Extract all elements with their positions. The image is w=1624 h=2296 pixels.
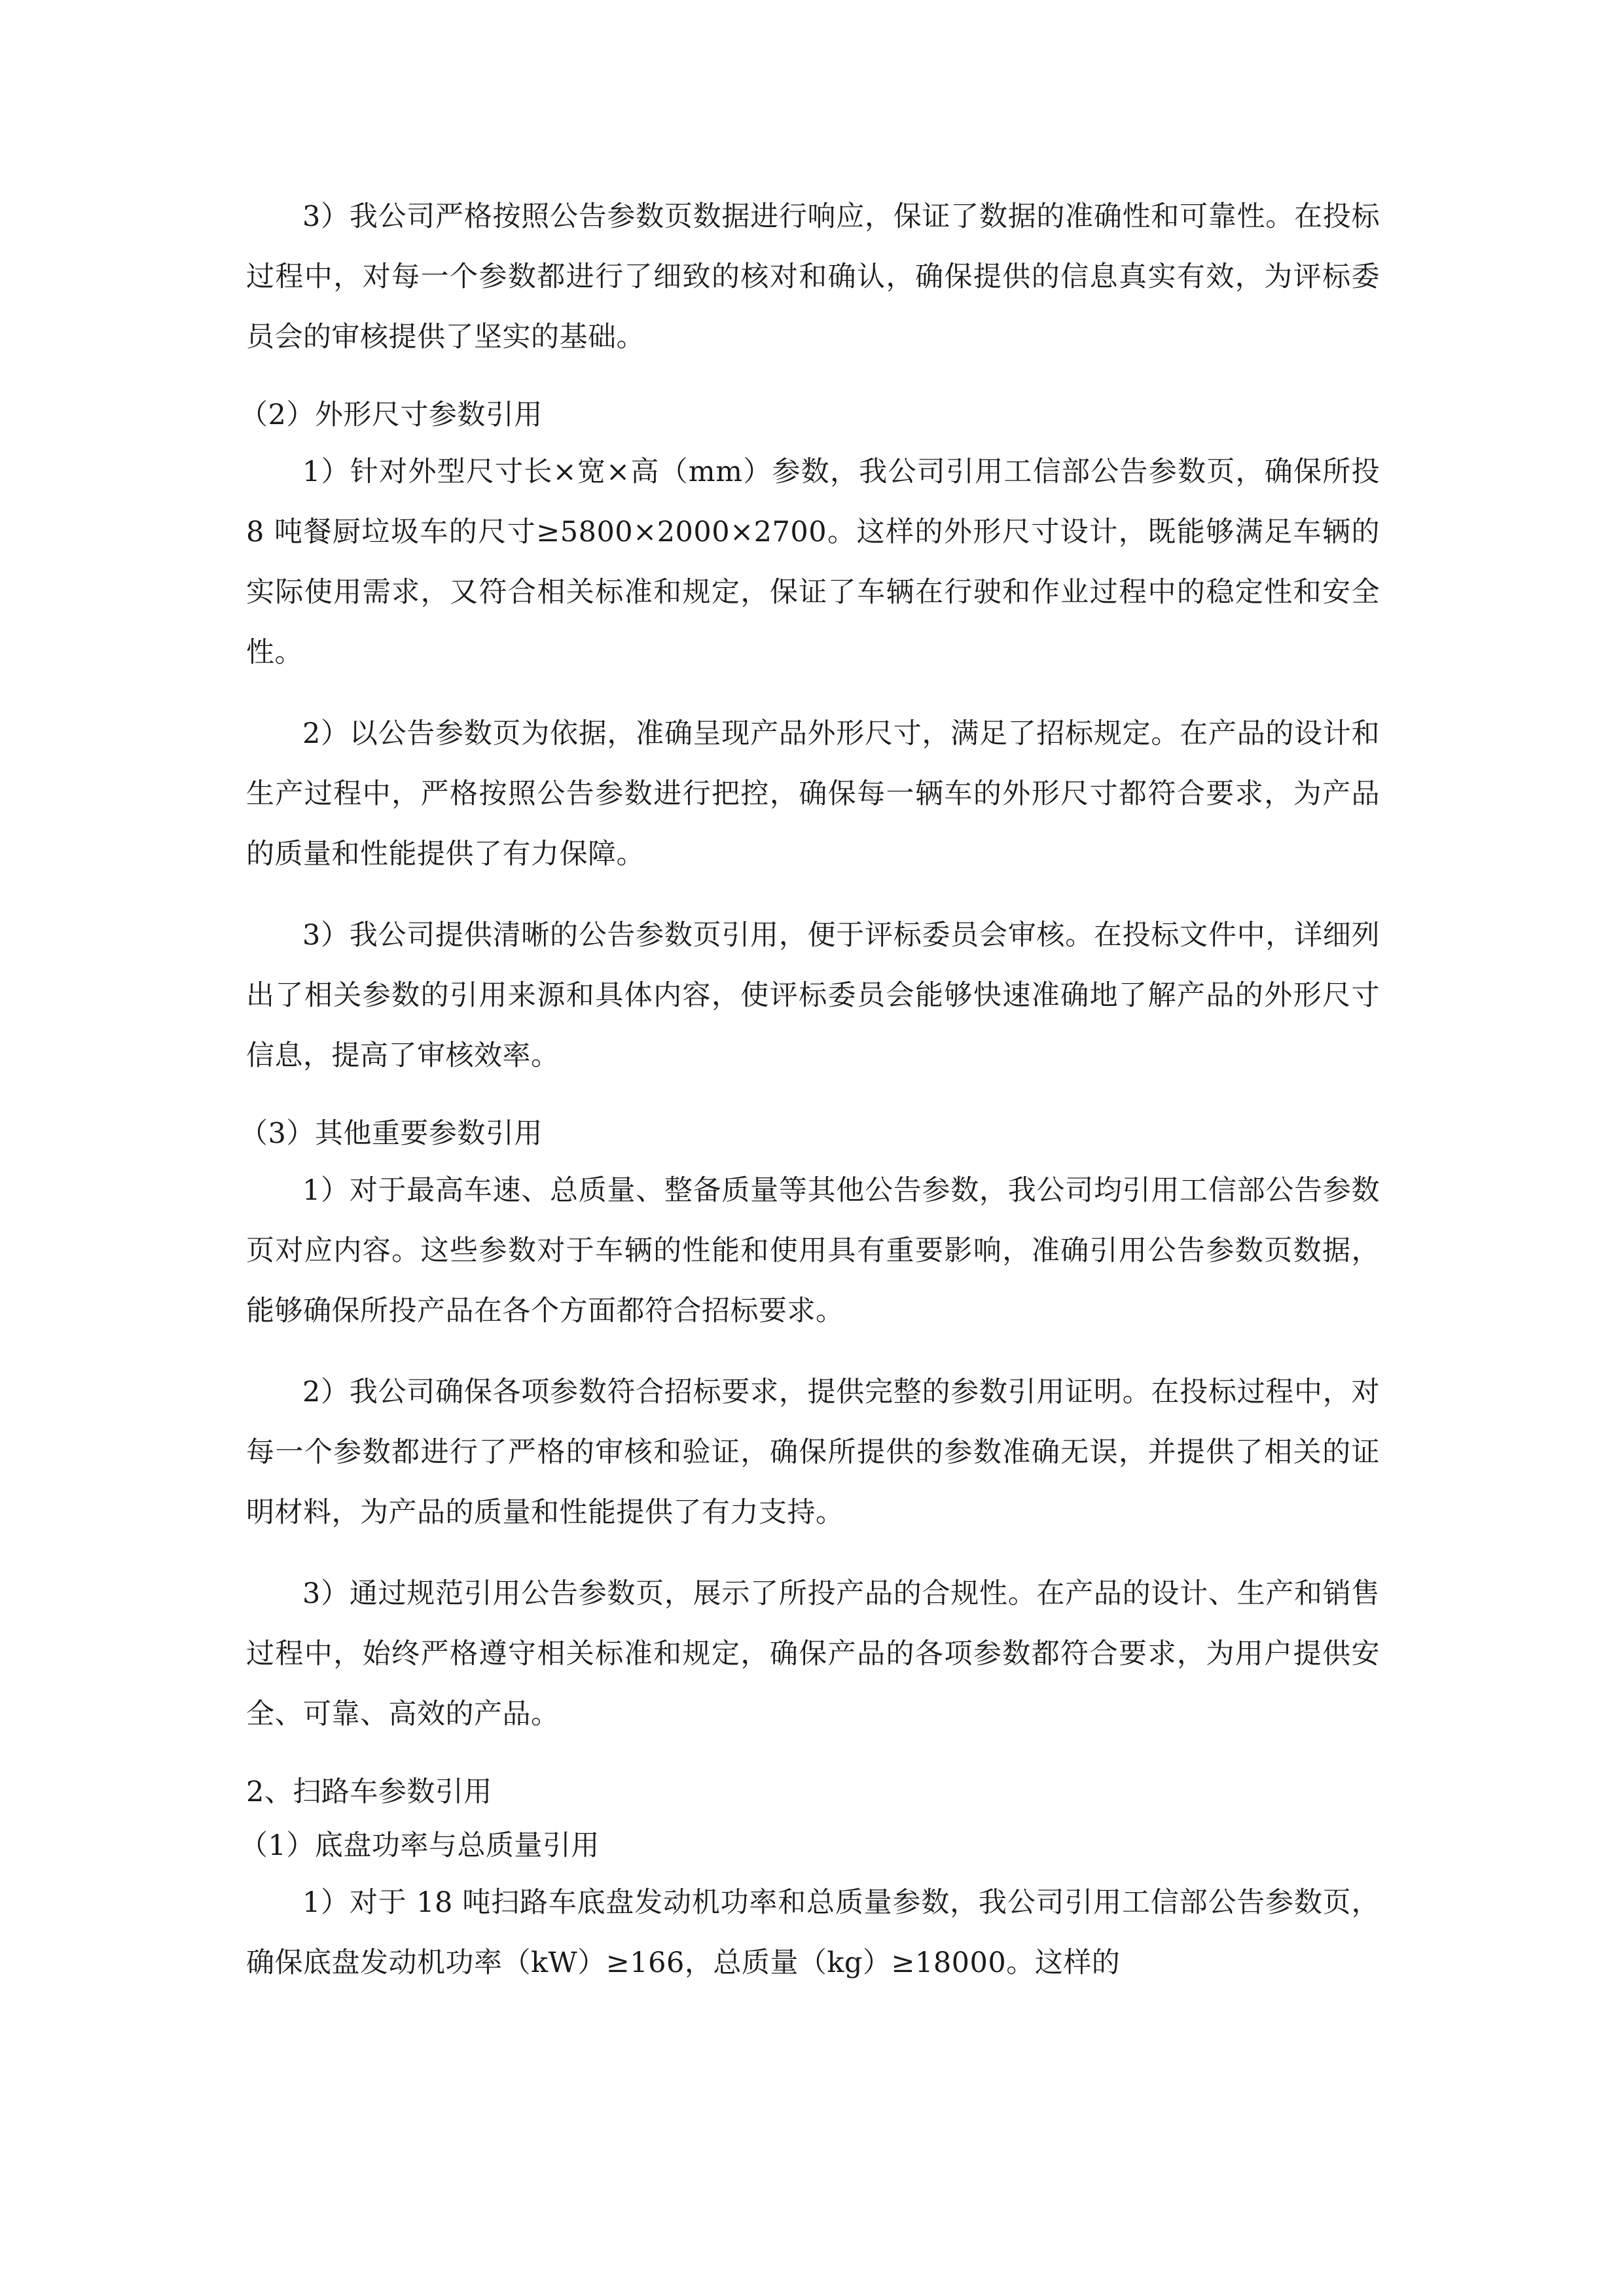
paragraph-dimensions-1: 1）针对外型尺寸长×宽×高（mm）参数，我公司引用工信部公告参数页，确保所投 8 吨餐厨垃圾车的尺寸≥5800×2000×2700。这样的外形尺寸设计，既能够满足车辆的实际使用需求，又符合相关标准和规定，保证了车辆在行驶和作业过程中的稳定性和安全性。 [246, 456, 1380, 669]
paragraph-other-params-3: 3）通过规范引用公告参数页，展示了所投产品的合规性。在产品的设计、生产和销售过程中，始终严格遵守相关标准和规定，确保产品的各项参数都符合要求，为用户提供安全、可靠、高效的产品。 [246, 1577, 1380, 1731]
section-heading-sweeper: 2、扫路车参数引用 [246, 1776, 492, 1808]
document-body [240, 187, 1380, 1993]
subheading-other-params: （3）其他重要参数引用 [240, 1117, 543, 1150]
paragraph-other-params-2: 2）我公司确保各项参数符合招标要求，提供完整的参数引用证明。在投标过程中，对每一个参数都进行了严格的审核和验证，确保所提供的参数准确无误，并提供了相关的证明材料，为产品的质量和性能提供了有力支持。 [246, 1376, 1380, 1529]
subheading-dimensions: （2）外形尺寸参数引用 [240, 399, 543, 431]
subheading-chassis-power: （1）底盘功率与总质量引用 [240, 1829, 600, 1862]
paragraph-other-params-1: 1）对于最高车速、总质量、整备质量等其他公告参数，我公司均引用工信部公告参数页对应内容。这些参数对于车辆的性能和使用具有重要影响，准确引用公告参数页数据，能够确保所投产品在各个方面都符合招标要求。 [246, 1174, 1380, 1327]
paragraph-data-accuracy: 3）我公司严格按照公告参数页数据进行响应，保证了数据的准确性和可靠性。在投标过程中，对每一个参数都进行了细致的核对和确认，确保提供的信息真实有效，为评标委员会的审核提供了坚实的基础。 [246, 200, 1380, 353]
paragraph-dimensions-2: 2）以公告参数页为依据，准确呈现产品外形尺寸，满足了招标规定。在产品的设计和生产过程中，严格按照公告参数进行把控，确保每一辆车的外形尺寸都符合要求，为产品的质量和性能提供了有力保障。 [246, 717, 1380, 870]
paragraph-dimensions-3: 3）我公司提供清晰的公告参数页引用，便于评标委员会审核。在投标文件中，详细列出了相关参数的引用来源和具体内容，使评标委员会能够快速准确地了解产品的外形尺寸信息，提高了审核效率。 [246, 919, 1380, 1072]
paragraph-chassis-power-1: 1）对于 18 吨扫路车底盘发动机功率和总质量参数，我公司引用工信部公告参数页，确保底盘发动机功率（kW）≥166，总质量（kg）≥18000。这样的 [246, 1886, 1380, 1979]
